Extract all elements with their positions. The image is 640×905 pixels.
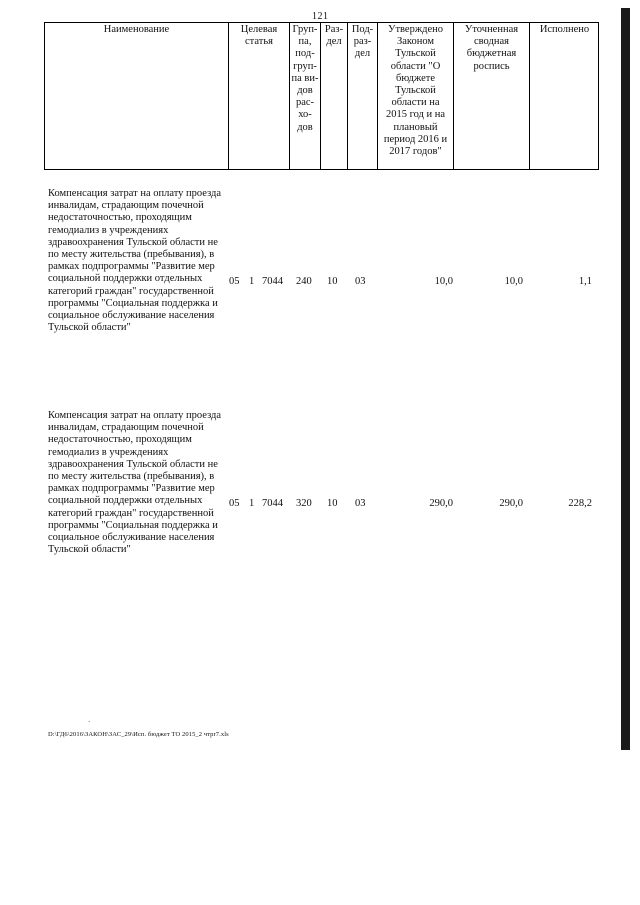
row-group: 320 <box>296 498 312 509</box>
row-executed: 1,1 <box>578 276 592 287</box>
footer-file-path: D:\ГД6\2016\ЗАКОН\ЗАС_29\Исп. бюджет ТО 2015_2 чтpr7.xls <box>48 731 229 738</box>
row-group: 240 <box>296 276 312 287</box>
header-approved: Утверждено Законом Тульской области "О бюджете Тульской области на 2015 год и на плановый период 2016 и 2017 годов" <box>377 22 453 169</box>
row-refined: 10,0 <box>504 276 523 287</box>
row-approved: 10,0 <box>434 276 453 287</box>
row-ts-program: 05 <box>229 276 240 287</box>
scan-edge-bar <box>621 8 630 750</box>
row-subsection: 03 <box>355 498 366 509</box>
header-executed: Исполнено <box>529 22 599 169</box>
row-refined: 290,0 <box>499 498 523 509</box>
row-section: 10 <box>327 498 338 509</box>
row-ts-code: 7044 <box>262 276 283 287</box>
header-refined: Уточненная сводная бюджетная роспись <box>453 22 529 169</box>
page-number: 121 <box>312 11 329 22</box>
row-executed: 228,2 <box>568 498 592 509</box>
row-ts-code: 7044 <box>262 498 283 509</box>
row-approved: 290,0 <box>429 498 453 509</box>
row-ts-sub: 1 <box>249 498 255 509</box>
header-name: Наименование <box>44 22 228 169</box>
table-right-border <box>598 22 599 169</box>
row-subsection: 03 <box>355 276 366 287</box>
header-target-article: Целевая статья <box>228 22 289 169</box>
header-section: Раз- дел <box>320 22 347 169</box>
table-header-bottom-border <box>44 169 599 170</box>
header-subsection: Под- раз- дел <box>347 22 377 169</box>
row-name: Компенсация затрат на оплату проезда инвалидам, страдающим почечной недостаточностью, проходящим гемодиализ в учреждениях здравоохранения Тульской области не по месту жительства (пребывания), в рамках подпрограммы "Развитие мер социальной поддержки отдельных категорий граждан" государственной программы "Социальная поддержка и социальное обслуживание населения Тульской области" <box>48 410 222 556</box>
row-name: Компенсация затрат на оплату проезда инвалидам, страдающим почечной недостаточностью, проходящим гемодиализ в учреждениях здравоохранения Тульской области не по месту жительства (пребывания), в рамках подпрограммы "Развитие мер социальной поддержки отдельных категорий граждан" государственной программы "Социальная поддержка и социальное обслуживание населения Тульской области" <box>48 188 222 334</box>
stray-mark: · <box>88 718 91 726</box>
row-section: 10 <box>327 276 338 287</box>
row-ts-sub: 1 <box>249 276 255 287</box>
row-ts-program: 05 <box>229 498 240 509</box>
header-expense-group: Груп- па, под- груп- па ви- дов рас- хо- дов <box>289 22 320 169</box>
